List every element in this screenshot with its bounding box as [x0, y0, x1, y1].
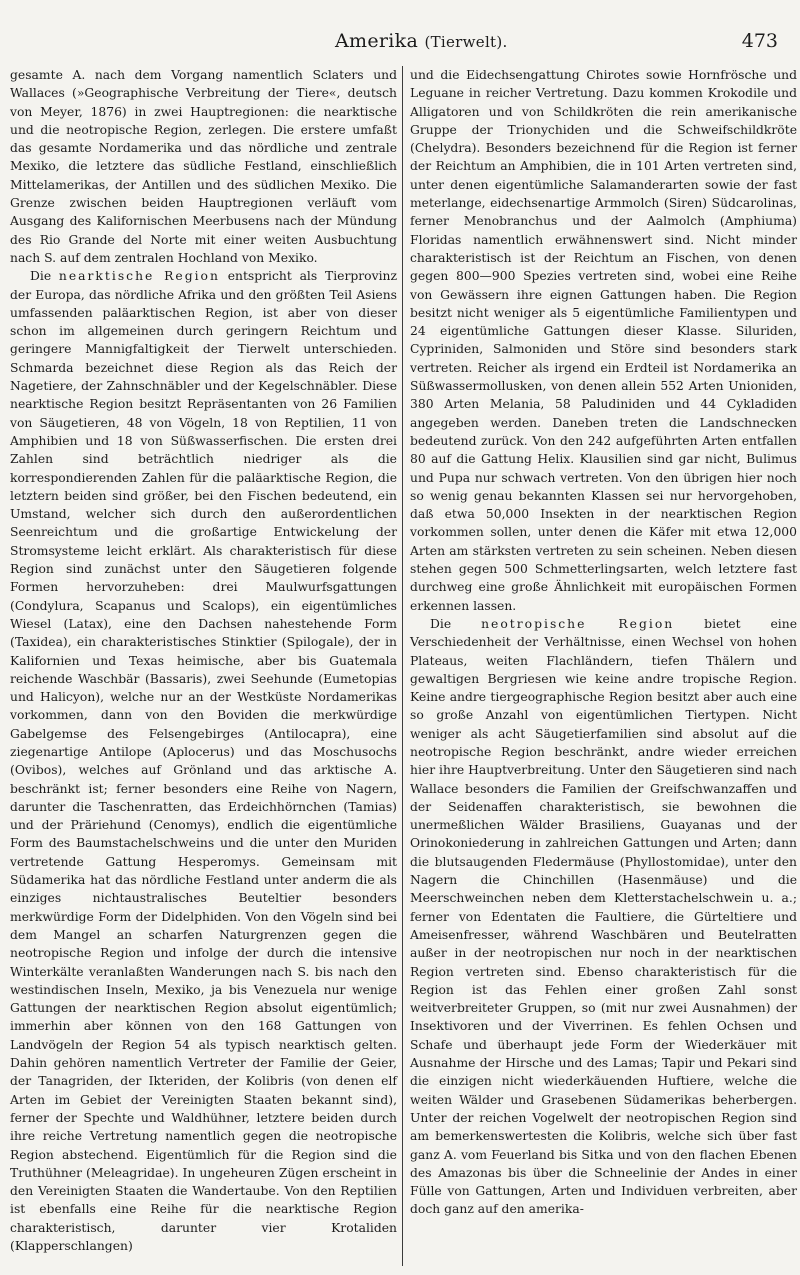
- paragraph-body: entspricht als Tierprovinz der Europa, das nördliche Afrika und den größten Teil Asiens umfassenden paläarktischen Region, ist aber von dieser schon im allgemeinen durch geringern Reichtum und geringere Mannigfaltigkeit der Tierwelt unterschieden. Schmarda bezeichnet diese Region als das Reich der Nagetiere, der Zahnschnäbler und der Kegelschnäbler. Diese nearktische Region besitzt Repräsentanten von 26 Familien von Säugetieren, 48 von Vögeln, 18 von Reptilien, 11 von Amphibien und 18 von Süßwasserfischen. Die ersten drei Zahlen sind beträchtlich niedriger als die korrespondierenden Zahlen für die paläarktische Region, die letztern beiden sind größer, bei den Fischen bedeutend, ein Umstand, welcher sich durch den außerordentlichen Seenreichtum und die großartige Entwickelung der Stromsysteme leicht erklärt. Als charakteristisch für diese Region sind zunächst unter den Säugetieren folgende Formen hervorzuheben: drei Maulwurfsgattungen (Condylura, Scapanus und Scalops), ein eigentümliches Wiesel (Latax), eine den Dachsen nahestehende Form (Taxidea), ein charakteristisches Stinktier (Spilogale), der in Kalifornien und Texas heimische, aber bis Guatemala reichende Waschbär (Bassaris), zwei Seehunde (Eumetopias und Halicyon), welche nur an der Westküste Nordamerikas vorkommen, dann von den Boviden die merkwürdige Gabelgemse des Felsengebirges (Antilocapra), eine ziegenartige Antilope (Aplocerus) und das Moschusochs (Ovibos), welches auf Grönland und das arktische A. beschränkt ist; ferner besonders eine Reihe von Nagern, darunter die Taschenratten, das Erdeichhörnchen (Tamias) und der Präriehund (Cenomys), endlich die eigentümliche Form des Baumstachelschweins und die unter den Muriden vertretende Gattung Hesperomys. Gemeinsam mit Südamerika hat das nördliche Festland unter anderm die als einziges nichtaustralisches Beuteltier besonders merkwürdige Form der Didelphiden. Von den Vögeln sind bei dem Mangel an scharfen Naturgrenzen gegen die neotropische Region und infolge der durch die intensive Winterkälte veranlaßten Wanderungen nach S. bis nach den westindischen Inseln, Mexiko, ja bis Venezuela nur wenige Gattungen der nearktischen Region absolut eigentümlich; immerhin aber können von den 168 Gattungen von Landvögeln der Region 54 als typisch nearktisch gelten. Dahin gehören namentlich Vertreter der Familie der Geier, der Tanagriden, der Ikteriden, der Kolibris (von denen elf Arten im Gebiet der Vereinigten Staaten bekannt sind), ferner der Spechte und Waldhühner, letztere beiden durch ihre reiche Vertretung namentlich gegen die neotropische Region abstechend. Eigentümlich für die Region sind die Truthühner (Meleagridae). In ungeheuren Zügen erscheint in den Vereinigten Staaten die Wandertaube. Von den Reptilien ist ebenfalls eine Reihe für die nearktische Region charakteristisch, darunter vier Krotaliden (Klapperschlangen): [10, 269, 397, 1253]
- running-head-title: Amerika: [335, 30, 419, 52]
- paragraph-nearctic: [10, 267, 397, 1255]
- page-header: [0, 30, 800, 62]
- term-neotropical-region: neotropische Region: [481, 616, 675, 631]
- page-number: 473: [741, 30, 778, 52]
- paragraph-lead: Die: [430, 616, 452, 631]
- right-column: [410, 66, 797, 1219]
- paragraph-lead: Die: [30, 269, 52, 284]
- term-nearctic-region: nearktische Region: [58, 269, 220, 284]
- running-head-subtitle: (Tierwelt).: [424, 33, 508, 51]
- paragraph-body: bietet eine Verschiedenheit der Verhältnisse, einen Wechsel von hohen Plateaus, weiten Flachländern, tiefen Thälern und gewaltigen Bergriesen wie keine andre tropische Region. Keine andre tiergeographische Region besitzt aber auch eine so große Anzahl von eigentümlichen Tiertypen. Nicht weniger als acht Säugetierfamilien sind absolut auf die neotropische Region beschränkt, andre wieder erreichen hier ihre Hauptverbreitung. Unter den Säugetieren sind nach Wallace besonders die Familien der Greifschwanzaffen und der Seidenaffen charakteristisch, sie bewohnen die unermeßlichen Wälder Brasiliens, Guayanas und der Orinokoniederung in zahlreichen Gattungen und Arten; dann die blutsaugenden Fledermäuse (Phyllostomidae), unter den Nagern die Chinchillen (Hasenmäuse) und die Meerschweinchen neben dem Kletterstachelschwein u. a.; ferner von Edentaten die Faultiere, die Gürteltiere und Ameisenfresser, während Waschbären und Beutelratten außer in der neotropischen nur noch in der nearktischen Region vertreten sind. Ebenso charakteristisch für die Region ist das Fehlen einer großen Zahl sonst weitverbreiteter Gruppen, so (mit nur zwei Ausnahmen) der Insektivoren und der Viverrinen. Es fehlen Ochsen und Schafe und überhaupt jede Form der Wiederkäuer mit Ausnahme der Hirsche und des Lamas; Tapir und Pekari sind die einzigen nicht wiederkäuenden Huftiere, welche die weiten Wälder und Grasebenen Südamerikas beherbergen. Unter der reichen Vogelwelt der neotropischen Region sind am bemerkenswertesten die Kolibris, welche sich über fast ganz A. vom Feuerland bis Sitka und von den flachen Ebenen des Amazonas bis über die Schneelinie der Andes in einer Fülle von Gattungen, Arten und Individuen verbreiten, aber doch ganz auf den amerika-: [410, 616, 797, 1217]
- column-divider: [402, 66, 403, 1266]
- paragraph-intro: gesamte A. nach dem Vorgang namentlich Sclaters und Wallaces (»Geographische Verbreitung der Tiere«, deutsch von Meyer, 1876) in zwei Hauptregionen: die nearktische und die neotropische Region, zerlegen. Die erstere umfaßt das gesamte Nordamerika und das nördliche und zentrale Mexiko, die letztere das südliche Festland, einschließlich Mittelamerikas, der Antillen und des südlichen Mexiko. Die Grenze zwischen beiden Hauptregionen verläuft vom Ausgang des Kalifornischen Meerbusens nach der Mündung des Rio Grande del Norte mit einer weiten Ausbuchtung nach S. auf dem zentralen Hochland von Mexiko.: [10, 68, 397, 265]
- running-head: [335, 30, 508, 52]
- paragraph-neotropical: [410, 615, 797, 1219]
- paragraph-continuation: und die Eidechsengattung Chirotes sowie Hornfrösche und Leguane in reicher Vertretung. Dazu kommen Krokodile und Alligatoren und von Schildkröten die rein amerikanische Gruppe der Trionychiden und die Schweifschildkröte (Chelydra). Besonders bezeichnend für die Region ist ferner der Reichtum an Amphibien, die in 101 Arten vertreten sind, unter denen eigentümliche Salamanderarten sowie der fast meterlange, eidechsenartige Armmolch (Siren) Südcarolinas, ferner Menobranchus und der Aalmolch (Amphiuma) Floridas namentlich erwähnenswert sind. Nicht minder charakteristisch ist der Reichtum an Fischen, von denen gegen 800—900 Spezies vertreten sind, wobei eine Reihe von Gewässern ihre eignen Gattungen haben. Die Region besitzt nicht weniger als 5 eigentümliche Familientypen und 24 eigentümliche Gattungen dieser Klasse. Siluriden, Cypriniden, Salmoniden und Störe sind besonders stark vertreten. Reicher als irgend ein Erdteil ist Nordamerika an Süßwassermollusken, von denen allein 552 Arten Unioniden, 380 Arten Melania, 58 Paludiniden und 44 Cykladiden angegeben werden. Daneben treten die Landschnecken bedeutend zurück. Von den 242 aufgeführten Arten entfallen 80 auf die Gattung Helix. Klausilien sind gar nicht, Bulimus und Pupa nur schwach vertreten. Von den übrigen hier noch so wenig genau bekannten Klassen sei nur hervorgehoben, daß etwa 50,000 Insekten in der nearktischen Region vorkommen sollen, unter denen die Käfer mit etwa 12,000 Arten am stärksten vertreten zu sein scheinen. Neben diesen stehen gegen 500 Schmetterlingsarten, welch letztere fast durchweg eine große Ähnlichkeit mit europäischen Formen erkennen lassen.: [410, 68, 797, 613]
- left-column: [10, 66, 397, 1255]
